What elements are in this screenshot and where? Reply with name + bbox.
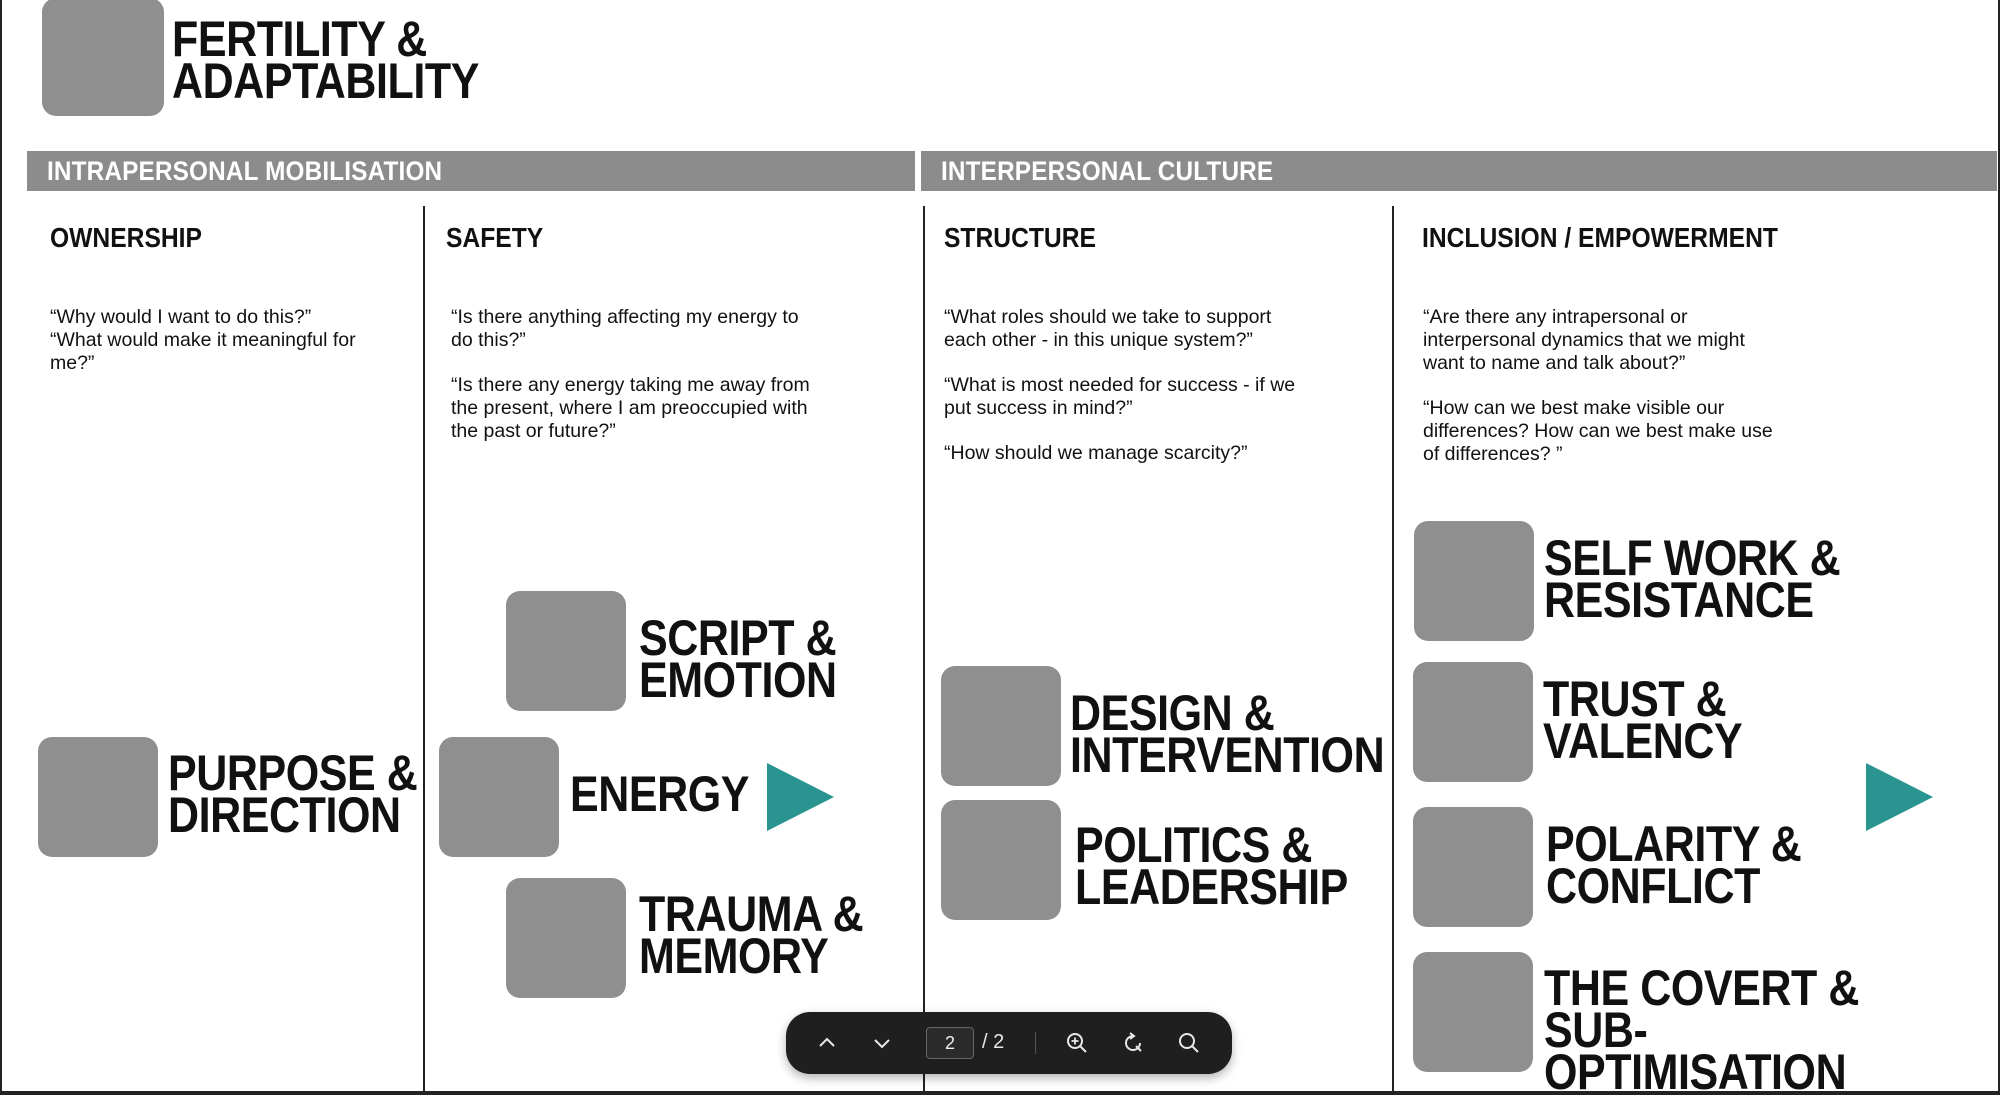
energy-title: ENERGY bbox=[570, 766, 750, 822]
trust-tile bbox=[1413, 662, 1533, 782]
search-button[interactable] bbox=[1171, 1025, 1207, 1061]
politics-title: POLITICS & LEADERSHIP bbox=[1075, 817, 1348, 915]
polarity-title: POLARITY & CONFLICT bbox=[1546, 816, 1802, 914]
divider-3 bbox=[1392, 206, 1394, 1093]
zoom-in-icon bbox=[1065, 1031, 1089, 1055]
heading-safety: SAFETY bbox=[446, 222, 544, 253]
zoom-in-button[interactable] bbox=[1059, 1025, 1095, 1061]
play-arrow-icon bbox=[767, 763, 834, 831]
rotate-button[interactable] bbox=[1115, 1025, 1151, 1061]
search-icon bbox=[1177, 1031, 1201, 1055]
band-interpersonal-label: INTERPERSONAL CULTURE bbox=[941, 156, 1274, 186]
covert-title: THE COVERT & SUB-OPTIMISATION bbox=[1544, 960, 1859, 1100]
fertility-title: FERTILITY & ADAPTABILITY bbox=[172, 11, 479, 109]
questions-inclusion bbox=[1423, 306, 1788, 488]
energy-tile bbox=[439, 737, 559, 857]
questions-structure bbox=[944, 306, 1299, 487]
script-title: SCRIPT & EMOTION bbox=[639, 610, 837, 708]
pdf-toolbar bbox=[786, 1012, 1232, 1074]
politics-tile bbox=[941, 800, 1061, 920]
heading-ownership: OWNERSHIP bbox=[50, 222, 202, 253]
covert-tile bbox=[1413, 952, 1533, 1072]
questions-ownership bbox=[50, 306, 390, 397]
heading-inclusion: INCLUSION / EMPOWERMENT bbox=[1422, 222, 1778, 253]
design-tile bbox=[941, 666, 1061, 786]
rotate-icon bbox=[1121, 1031, 1145, 1055]
page-number-input[interactable] bbox=[926, 1027, 974, 1059]
script-tile bbox=[506, 591, 626, 711]
question-text: “Why would I want to do this?” “What would make it meaningful for me?” bbox=[50, 306, 356, 374]
band-interpersonal bbox=[921, 151, 1997, 191]
question-text: “How should we manage scarcity?” bbox=[944, 442, 1248, 464]
polarity-tile bbox=[1413, 807, 1533, 927]
question-text: “Is there any energy taking me away from the present, where I am preoccupied with the past or future?” bbox=[451, 374, 810, 442]
purpose-title: PURPOSE & DIRECTION bbox=[168, 745, 418, 843]
question-text: “Are there any intrapersonal or interpersonal dynamics that we might want to name and talk about?” bbox=[1423, 306, 1745, 374]
chevron-up-icon bbox=[816, 1032, 838, 1054]
toolbar-separator bbox=[1035, 1032, 1036, 1054]
divider-1 bbox=[423, 206, 425, 1093]
previous-page-button[interactable] bbox=[809, 1025, 845, 1061]
divider-2 bbox=[923, 206, 925, 1093]
chevron-down-icon bbox=[871, 1032, 893, 1054]
trust-title: TRUST & VALENCY bbox=[1543, 671, 1743, 769]
play-arrow-icon bbox=[1866, 763, 1933, 831]
trauma-title: TRAUMA & MEMORY bbox=[639, 886, 864, 984]
trauma-tile bbox=[506, 878, 626, 998]
question-text: “Is there anything affecting my energy to do this?” bbox=[451, 306, 799, 351]
fertility-tile bbox=[42, 0, 164, 116]
question-text: “What roles should we take to support each other - in this unique system?” bbox=[944, 306, 1272, 351]
questions-safety bbox=[451, 306, 816, 465]
question-text: “What is most needed for success - if we put success in mind?” bbox=[944, 374, 1296, 419]
heading-structure: STRUCTURE bbox=[944, 222, 1096, 253]
question-text: “How can we best make visible our differences? How can we best make use of differences? ” bbox=[1423, 397, 1773, 465]
design-title: DESIGN & INTERVENTION bbox=[1070, 685, 1385, 783]
band-intrapersonal-label: INTRAPERSONAL MOBILISATION bbox=[47, 156, 443, 186]
next-page-button[interactable] bbox=[864, 1025, 900, 1061]
selfwork-title: SELF WORK & RESISTANCE bbox=[1544, 530, 1841, 628]
band-intrapersonal bbox=[27, 151, 915, 191]
page-total: / 2 bbox=[982, 1031, 1005, 1053]
purpose-tile bbox=[38, 737, 158, 857]
selfwork-tile bbox=[1414, 521, 1534, 641]
